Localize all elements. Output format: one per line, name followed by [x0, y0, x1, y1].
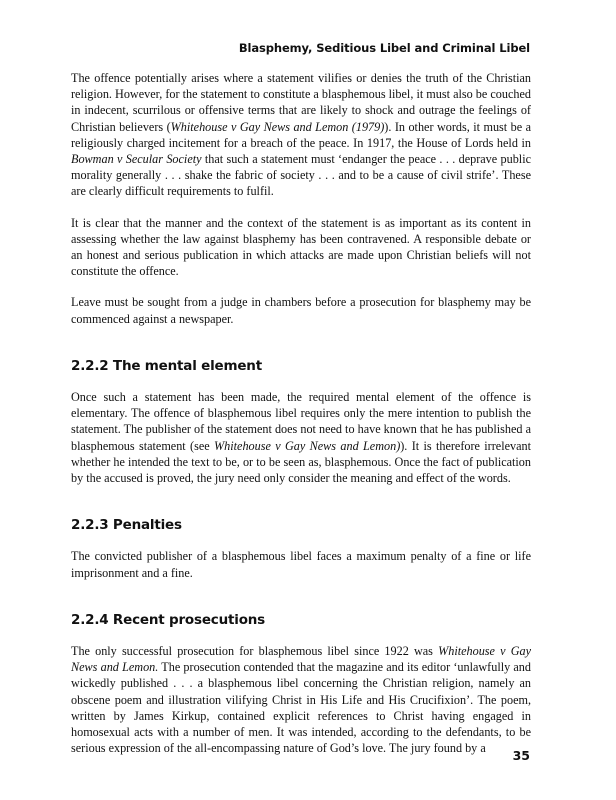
text-run: The offence potentially arises where a statement vilifies or denies the truth of the Christian religion. However, for the statement to constitute a blasphemous libel, it must also be couched in indecent, scurrilous or offensive terms that are likely to shock and outrage the feelings of Christian believers (	[71, 71, 531, 134]
paragraph-offence	[71, 70, 531, 200]
case-citation: Bowman v Secular Society	[71, 152, 202, 167]
paragraph-penalties: The convicted publisher of a blasphemous libel faces a maximum penalty of a fine or life imprisonment and a fine.	[71, 549, 531, 580]
page-number: 35	[512, 748, 530, 763]
running-head: Blasphemy, Seditious Libel and Criminal Libel	[238, 41, 530, 55]
case-citation: Whitehouse v Gay News and Lemon)	[214, 438, 401, 453]
paragraph-mental-element	[71, 389, 531, 486]
text-run: Once such a statement has been made, the required mental element of the offence is elementary. The offence of blasphemous libel requires only the mere intention to publish the statement. The publisher of the statement does not need to have known that he has published a blasphemous statement (see	[71, 390, 531, 453]
section-heading-recent-prosecutions: 2.2.4 Recent prosecutions	[71, 611, 266, 628]
paragraph-leave: Leave must be sought from a judge in chambers before a prosecution for blasphemy may be commenced against a newspaper.	[71, 295, 531, 326]
text-run: that such a statement must ‘endanger the peace . . . deprave public morality generally . . . shake the fabric of society . . . and to be a cause of civil strife’. These are clearly difficult requirements to fulfil.	[71, 152, 531, 199]
paragraph-recent-prosecutions	[71, 643, 531, 756]
text-run: The prosecution contended that the magazine and its editor ‘unlawfully and wickedly published . . . a blasphemous libel concerning the Christian religion, namely an obscene poem and illustration vilifying Christ in His Life and His Crucifixion’. The poem, written by James Kirkup, contained explicit references to Christ having engaged in homosexual acts with a number of men. It was intended, according to the defendants, to be serious expression of the all-encompassing nature of God’s love. The jury found by a	[71, 660, 531, 756]
text-run: The only successful prosecution for blasphemous libel since 1922 was	[71, 644, 439, 659]
section-heading-penalties: 2.2.3 Penalties	[71, 517, 182, 534]
paragraph-context: It is clear that the manner and the context of the statement is as important as its content in assessing whether the law against blasphemy has been contravened. A responsible debate or an honest and serious publication in which attacks are made upon Christian beliefs will not constitute the offence.	[71, 215, 531, 279]
text-run: ). In other words, it must be a religiously charged incitement for a breach of the peace. In 1917, the House of Lords held in	[71, 119, 531, 150]
section-heading-mental-element: 2.2.2 The mental element	[71, 357, 262, 374]
case-citation: Whitehouse v Gay News and Lemon.	[71, 644, 531, 675]
case-citation: Whitehouse v Gay News and Lemon (1979)	[170, 119, 385, 134]
text-run: ). It is therefore irrelevant whether he intended the text to be, or to be seen as, blasphemous. Once the fact of publication by the accused is proved, the jury need only consider the meaning and effect of the words.	[71, 438, 531, 486]
page-body	[71, 70, 531, 772]
